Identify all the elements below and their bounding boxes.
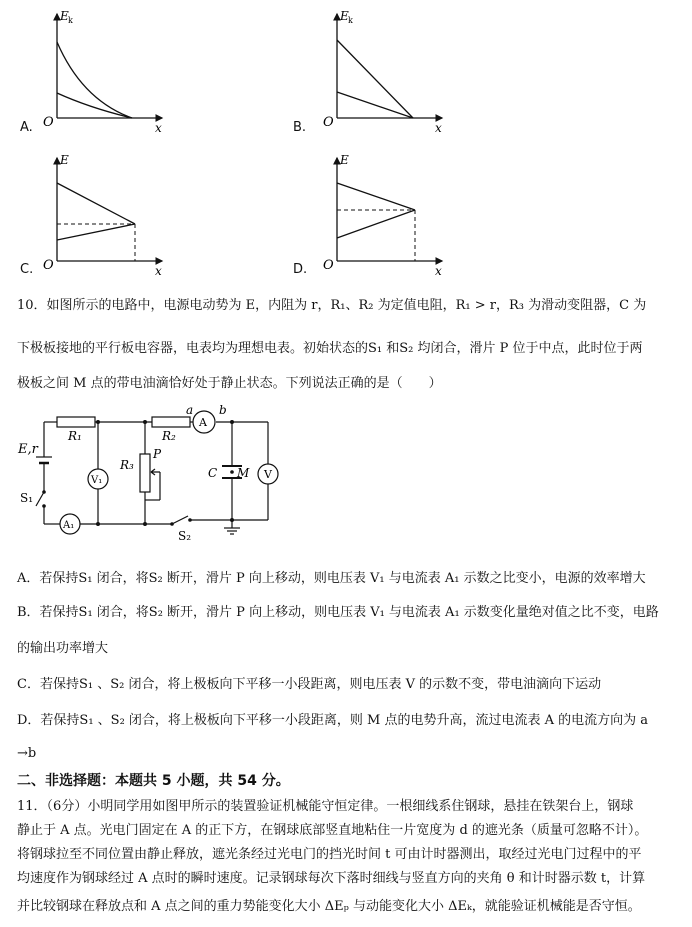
line-upper	[337, 40, 413, 118]
curve-upper	[57, 42, 132, 118]
q10-option-d-line-1: D．若保持S₁ 、S₂ 闭合，将上极板向下平移一小段距离，则 M 点的电势升高，流过电流表 A 的电流方向为 a	[17, 713, 649, 728]
switch-s1	[36, 492, 44, 506]
section-heading: 二、非选择题：本题共 5 小题，共 54 分。	[17, 773, 290, 789]
origin-label: O	[323, 258, 334, 273]
switch-s2	[172, 516, 188, 524]
label-r2: R₂	[162, 429, 176, 443]
label-r3: R₃	[120, 458, 134, 472]
label-b: b	[219, 403, 227, 417]
x-label: x	[435, 264, 442, 278]
option-b-label: B.	[293, 120, 307, 135]
label-a: a	[186, 403, 194, 417]
q10-option-c: C．若保持S₁ 、S₂ 闭合，将上极板向下平移一小段距离，则电压表 V 的示数不变，带电油滴向下运动	[17, 677, 602, 692]
label-s2: S₂	[178, 529, 192, 543]
origin-label: O	[323, 115, 334, 130]
ek-subscript: k	[348, 16, 353, 25]
oil-drop-m	[230, 470, 234, 474]
origin-label: O	[43, 115, 54, 130]
q10-stem-line-3: 极板之间 M 点的带电油滴恰好处于静止状态。下列说法正确的是（ ）	[17, 376, 442, 391]
option-a-label: A.	[20, 120, 33, 135]
graph-d	[300, 148, 460, 283]
q10-option-a: A．若保持S₁ 闭合，将S₂ 断开，滑片 P 向上移动，则电压表 V₁ 与电流表 A₁ 示数之比变小，电源的效率增大	[17, 571, 646, 586]
circuit-diagram	[10, 402, 280, 552]
label-p: P	[153, 447, 162, 461]
slider-p-arrow	[151, 469, 160, 475]
graph-c	[20, 148, 180, 283]
origin-label: O	[43, 258, 54, 273]
label-m: M	[237, 466, 250, 480]
q11-line-1: 11．（6分）小明同学用如图甲所示的装置验证机械能守恒定律。一根细线系住钢球，悬挂在铁架台上，钢球	[17, 799, 634, 814]
graph-b	[300, 0, 460, 145]
label-s1: S₁	[20, 491, 34, 505]
q10-option-b-line-2: 的输出功率增大	[17, 641, 109, 656]
q11-line-5: 并比较钢球在释放点和 A 点之间的重力势能变化大小 ΔEₚ 与动能变化大小 ΔEₖ，就能验证机械能是否守恒。	[17, 899, 641, 914]
line-rising	[337, 210, 415, 238]
option-d-label: D.	[293, 262, 308, 277]
label-v: V	[264, 468, 272, 481]
label-ammeter-a: A	[199, 416, 207, 429]
q11-line-3: 将钢球拉至不同位置由静止释放，遮光条经过光电门的挡光时间 t 可由计时器测出，取经过光电门过程中的平	[17, 847, 642, 862]
x-label: x	[155, 264, 162, 278]
x-label: x	[435, 121, 442, 135]
option-c-label: C.	[20, 262, 34, 277]
q11-line-4: 均速度作为钢球经过 A 点时的瞬时速度。记录钢球每次下落时细线与竖直方向的夹角 θ 和计时器示数 t，计算	[17, 871, 646, 886]
label-er: E,r	[18, 442, 38, 457]
e-label: E	[60, 153, 69, 167]
e-label: E	[340, 153, 349, 167]
x-label: x	[155, 121, 162, 135]
q10-option-b-line-1: B．若保持S₁ 闭合，将S₂ 断开，滑片 P 向上移动，则电压表 V₁ 与电流表 A₁ 示数变化量绝对值之比不变，电路	[17, 605, 659, 620]
resistor-r1	[57, 417, 95, 427]
graph-a	[20, 0, 180, 145]
ek-label: E	[340, 9, 349, 23]
ek-label: E	[60, 9, 69, 23]
ek-subscript: k	[68, 16, 73, 25]
label-v1: V₁	[91, 475, 103, 486]
resistor-r2	[152, 417, 190, 427]
q10-stem-line-2: 下极板接地的平行板电容器，电表均为理想电表。初始状态的S₁ 和S₂ 均闭合，滑片 P 位于中点，此时位于两	[17, 341, 643, 356]
q10-stem-line-1: 10．如图所示的电路中，电源电动势为 E，内阻为 r，R₁、R₂ 为定值电阻，R₁ > r，R₃ 为滑动变阻器，C 为	[17, 298, 647, 313]
line-falling	[337, 183, 415, 210]
rheostat-r3	[140, 454, 150, 492]
line-lower	[337, 92, 413, 118]
label-c: C	[208, 466, 218, 480]
q10-option-d-line-2: →b	[17, 746, 37, 761]
line-falling	[57, 183, 135, 224]
label-r1: R₁	[68, 429, 82, 443]
line-rising	[57, 224, 135, 240]
label-a1: A₁	[63, 520, 75, 531]
q11-line-2: 静止于 A 点。光电门固定在 A 的正下方，在钢球底部竖直地粘住一片宽度为 d 的遮光条（质量可忽略不计）。	[17, 823, 648, 838]
